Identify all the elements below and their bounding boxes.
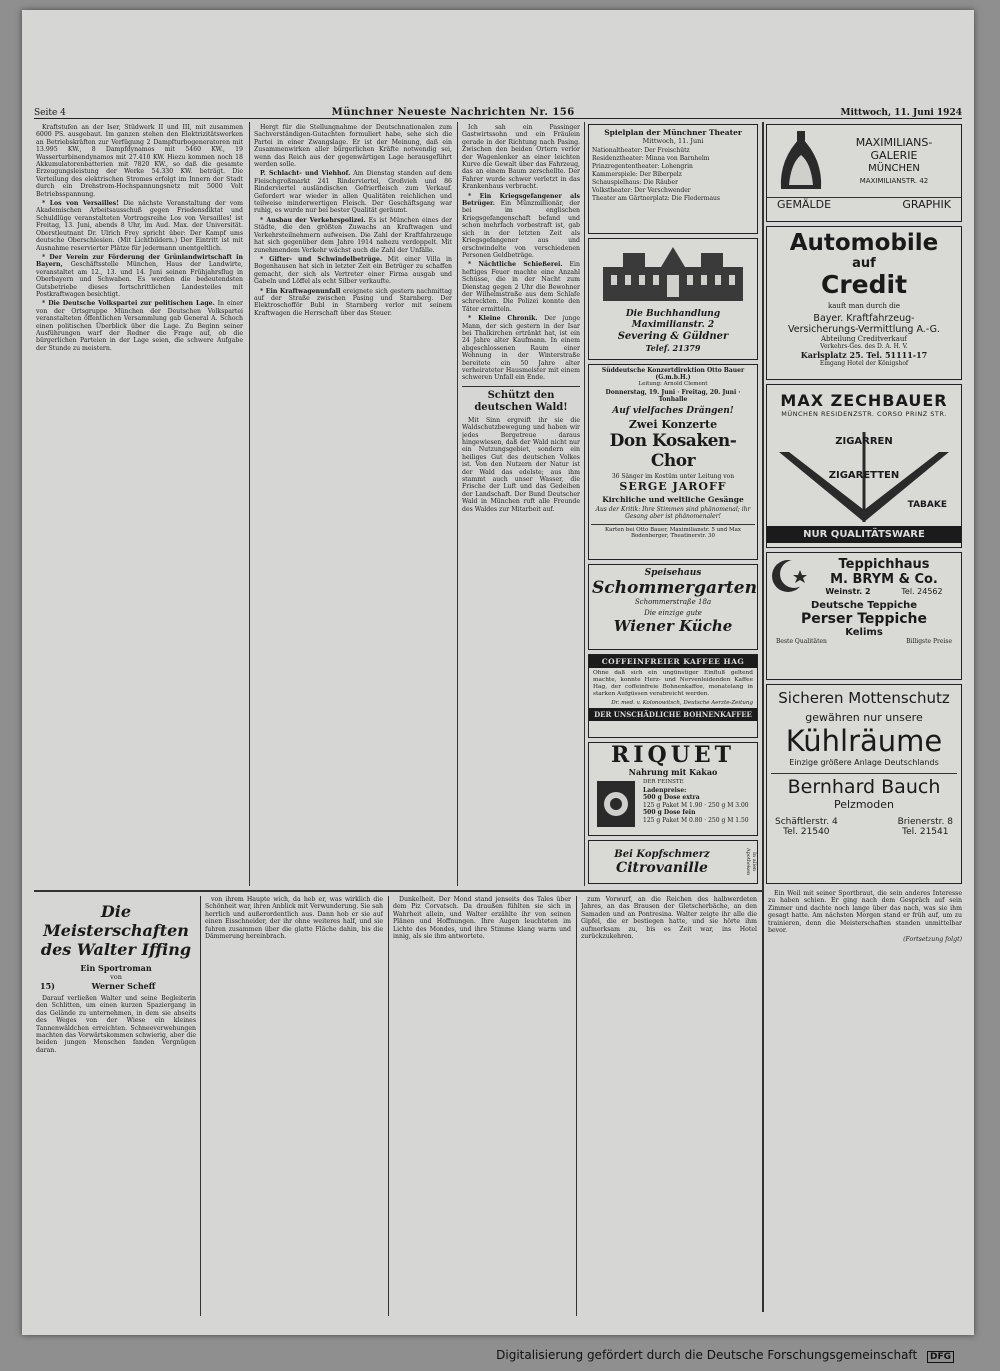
bookshop-phone: Telef. 21379 bbox=[645, 343, 701, 353]
automobile-company: Bayer. Kraftfahrzeug- bbox=[813, 313, 915, 324]
article-heading: * Nächtliche Schießerei. bbox=[468, 261, 563, 269]
article-heading: * Ausbau der Verkehrspolizei. bbox=[260, 216, 366, 224]
column-rule bbox=[388, 896, 389, 1316]
teppich-title: Teppichhaus bbox=[838, 556, 930, 572]
serial-column-4 bbox=[581, 896, 757, 1316]
theater-line: Prinzregententheater: Lohengrin bbox=[592, 163, 693, 170]
dfg-logo: DFG bbox=[927, 1351, 954, 1363]
paper-title: Münchner Neueste Nachrichten Nr. 156 bbox=[331, 107, 575, 118]
article-heading: * Die Deutsche Volkspartei zur politischen Lage. bbox=[42, 300, 215, 308]
column-rule bbox=[200, 896, 201, 1316]
column-rule bbox=[249, 122, 250, 886]
automobile-title: Automobile bbox=[789, 230, 939, 256]
automobile-abteilung: Abteilung Creditverkauf bbox=[820, 335, 908, 343]
kuehl-phone: Tel. 21541 bbox=[902, 827, 949, 837]
zechbauer-tobacco: TABAKE bbox=[907, 500, 947, 510]
article-body: Der junge Mann, der sich gestern in der Isar bei Thalkirchen ertränkt hat, ist ein 24 Jahre alter Kaufmann. In einem abgeschlossenen Raum einer Wohnung in der Winterstraße bereitete ein 50 Jahre alter verheirateter Hausmeister mit einem schweren Unfall ein Ende. bbox=[462, 315, 580, 382]
automobile-company: Versicherungs-Vermittlung A.-G. bbox=[788, 324, 940, 335]
serial-text: Darauf verließen Walter und seine Begleiterin den Schlitten, um einen kurzen Spaziergang in das Gelände zu unternehmen, in dem sie abseits des Weges von der Wiese ein kleines Tannenwäldchen erreichten. Schneeverwehungen machten das Vorwärtskommen schwierig, aber die beiden jungen Menschen fanden Vergnügen daran. bbox=[36, 995, 196, 1054]
maximilians-galerie-ad bbox=[766, 124, 962, 222]
feuilleton-rule bbox=[34, 890, 762, 892]
riquet-ad bbox=[588, 742, 758, 836]
kuehl-address: Brienerstr. 8 bbox=[897, 817, 953, 827]
teppich-company: M. BRYM & Co. bbox=[830, 571, 938, 587]
kopfschmerz-line: Bei Kopfschmerz bbox=[614, 848, 710, 860]
kuehl-top: Sicheren Mottenschutz bbox=[778, 689, 950, 707]
theater-line: Volkstheater: Der Verschwender bbox=[592, 187, 691, 194]
cocoa-tin-icon bbox=[593, 779, 639, 829]
serial-title-block bbox=[36, 896, 196, 1316]
teppichhaus-ad bbox=[766, 552, 962, 680]
article-body: Ein heftiges Feuer machte eine Anzahl Schüsse, die in der Nacht zum Dienstag gegen 2 Uhr die Bewohner der Wilhelmstraße aus dem Schlafe schreckten. Die Polizei konnte den Täter ermitteln. bbox=[462, 261, 580, 313]
kuehl-mid: gewähren nur unsere bbox=[805, 711, 923, 724]
serial-text: zum Vorwurf, an die Reichen des halbwerdeten Jahres, an das Brausen der Gletscherbäche, an den Samaden und an Pontresina. Walter zeigte ihr alle die Gipfel, die er bestiegen hatte, und sie hörte ihm aufmerksam zu, bis es Zeit war, ins Hotel zurückzukehren. bbox=[581, 896, 757, 941]
digitization-footer bbox=[0, 1348, 1000, 1363]
issue-date: Mittwoch, 11. Juni 1924 bbox=[840, 108, 962, 118]
zechbauer-ad bbox=[766, 384, 962, 548]
bookshop-name: Severing & Güldner bbox=[617, 331, 729, 342]
zechbauer-cigars: ZIGARREN bbox=[835, 436, 893, 447]
concert-name: Don Kosaken-Chor bbox=[609, 431, 737, 471]
kuehl-phone: Tel. 21540 bbox=[783, 827, 830, 837]
kuehl-company: Bernhard Bauch bbox=[787, 776, 941, 798]
kuehl-big: Kühlräume bbox=[785, 724, 943, 758]
serial-column-5 bbox=[768, 890, 962, 1316]
riquet-price: 125 g Paket M 1.90 · 250 g M 3.00 bbox=[643, 801, 749, 809]
hag-banner: COFFEINFREIER KAFFEE HAG bbox=[589, 655, 757, 668]
riquet-price: 125 g Paket M 0.80 · 250 g M 1.50 bbox=[643, 816, 749, 824]
serial-text: Dunkelheit. Der Mond stand jenseits des Tales über dem Piz Corvatsch. Da draußen fühlten sie sich in Wahrheit allein, und Walter erzählte ihr von seinen Plänen und Hoffnungen. Ihre Augen leuchteten im Lichte des Mondes, und ihre Stimme klang warm und innig, als sie ihm antwortete. bbox=[393, 896, 571, 941]
theater-line: Nationaltheater: Der Freischütz bbox=[592, 147, 690, 154]
concert-songs: Kirchliche und weltliche Gesänge bbox=[602, 495, 744, 504]
footer-text: Digitalisierung gefördert durch die Deutsche Forschungsgemeinschaft bbox=[496, 1348, 918, 1362]
teppich-small: Billigste Preise bbox=[906, 638, 952, 645]
restaurant-slogan: Wiener Küche bbox=[613, 617, 733, 635]
concert-dates: Donnerstag, 19. Juni · Freitag, 20. Juni · Tonhalle bbox=[605, 389, 741, 403]
galerie-city: MÜNCHEN bbox=[868, 163, 920, 174]
bookshop-ad bbox=[588, 238, 758, 360]
zechbauer-tagline: NUR QUALITÄTSWARE bbox=[767, 526, 961, 543]
concert-leader: SERGE JAROFF bbox=[619, 480, 727, 493]
automobile-verkehr: Verkehrs-Ges. des D. A. H. V. bbox=[820, 343, 908, 350]
column-rule bbox=[584, 122, 585, 886]
automobile-credit: Credit bbox=[820, 270, 908, 299]
crescent-star-icon bbox=[770, 556, 810, 596]
article bbox=[462, 261, 580, 313]
article-heading: * Ein Kraftwagenunfall bbox=[260, 287, 341, 295]
theater-line: Schauspielhaus: Die Räuber bbox=[592, 179, 678, 186]
galerie-line1: MAXIMILIANS- bbox=[855, 136, 933, 149]
restaurant-name: Schommergarten bbox=[592, 578, 757, 598]
article bbox=[36, 200, 243, 252]
kuehlraeume-ad bbox=[766, 684, 962, 884]
serial-title: des Walter Iffing bbox=[40, 940, 192, 959]
riquet-price: 500 g Dose extra bbox=[643, 794, 700, 801]
kuehl-trade: Pelzmoden bbox=[833, 798, 894, 811]
automobile-eingang: Eingang Hotel der Königshof bbox=[819, 360, 909, 367]
article-body: Hergt für die Stellungnahme der Deutschnationalen zum Sachverständigen-Gutachten formuliert habe, sehe sich die Partei in einer Zwangslage. Er ist der Meinung, daß ein Zusammenwirken aller bürgerlichen Kräfte notwendig sei, wenn das Reich aus der gegenwärtigen Lage herausgeführt werden solle. bbox=[254, 124, 452, 169]
teppich-address: Weinstr. 2 bbox=[825, 586, 871, 596]
news-column-2 bbox=[254, 124, 452, 884]
kopfschmerz-side: In allen Apotheken bbox=[745, 848, 757, 876]
column-rule bbox=[762, 122, 764, 1312]
zechbauer-cigarettes: ZIGARETTEN bbox=[828, 470, 900, 481]
citrovanille-name: Citrovanille bbox=[616, 859, 708, 876]
theater-title: Spielplan der Münchner Theater bbox=[604, 128, 742, 137]
article-body: Mit Sinn ergreift ihr sie die Waldschutzbewegung und haben wir jedes Bergetreue daraus hingewiesen, daß der Wald nicht nur ein Nutzungsgebiet, sondern ein heiliges Gut des deutschen Volkes ist. Von den Nutzern der Natur ist der Wald das edelste; aus ihm stammt auch unser Wasser, die Frische der Luft und das Gedeihen der Landschaft. Der Bund Deutscher Wald in München ruft alle Freunde des Waldes zur Mitarbeit auf. bbox=[462, 416, 580, 513]
teppich-phone: Tel. 24562 bbox=[901, 586, 943, 596]
serial-continued: (Fortsetzung folgt) bbox=[903, 936, 962, 944]
hag-footer: DER UNSCHÄDLICHE BOHNENKAFFEE bbox=[589, 708, 757, 721]
automobile-kauft: kauft man durch die bbox=[828, 302, 900, 310]
article bbox=[36, 124, 243, 198]
theater-line: Kammerspiele: Der Biberpelz bbox=[592, 171, 682, 178]
riquet-prices-title: Ladenpreise: bbox=[643, 786, 687, 794]
theater-line: Theater am Gärtnerplatz: Die Fledermaus bbox=[592, 195, 720, 202]
concert-tickets: Karten bei Otto Bauer, Maximilianstr. 5 und Max Bodenberger, Theatinerstr. 30 bbox=[591, 524, 755, 539]
riquet-product: Nahrung mit Kakao bbox=[628, 767, 718, 777]
hag-signature: Dr. med. v. Kolonowitsch, Deutsche Aerzte-Zeitung bbox=[611, 700, 753, 706]
article-body: ereignete sich gestern nachmittag auf der Straße zwischen Pasing und Starnberg. Der Elektroschofför Bubl in Starnberg verlor mit seinem Kraftwagen die Herrschaft über das Steuer. bbox=[254, 287, 452, 317]
article bbox=[254, 288, 452, 318]
citrovanille-ad bbox=[588, 840, 758, 884]
article bbox=[462, 193, 580, 260]
restaurant-label: Speisehaus bbox=[644, 568, 702, 578]
serial-installment: 15) bbox=[40, 981, 55, 991]
riquet-price: 500 g Dose fein bbox=[643, 809, 696, 816]
concert-demand: Auf vielfaches Drängen! bbox=[612, 406, 734, 416]
serial-text: von ihrem Haupte wich, da heb er, was wirklich die Schönheit war, ihren Anblick mit Verwunderung. Sie sah herrlich und außerordentlich aus. Dann hob er sie auf einen Eisschneider, der ihr ohne weiteres half, und sie fuhren zusammen über die glatte Fläche dahin, bis die Dämmerung hereinbrach. bbox=[205, 896, 383, 941]
column-rule bbox=[576, 896, 577, 1316]
article-heading: * Kleine Chronik. bbox=[468, 315, 538, 323]
article bbox=[36, 300, 243, 352]
article bbox=[254, 256, 452, 286]
automobile-address: Karlsplatz 25. Tel. 51111-17 bbox=[800, 350, 928, 360]
column-rule bbox=[457, 122, 458, 886]
building-illustration-icon bbox=[593, 243, 753, 305]
serial-by: von bbox=[110, 973, 122, 981]
concert-agency: Süddeutsche Konzertdirektion Otto Bauer (G.m.b.H.) bbox=[601, 367, 745, 381]
article bbox=[36, 254, 243, 298]
automobile-credit-ad bbox=[766, 226, 962, 380]
article-heading: * Los von Versailles! bbox=[42, 200, 119, 208]
riquet-sub: DER FEINSTE bbox=[643, 779, 684, 785]
teppich-line: Kelims bbox=[845, 627, 883, 638]
kaffee-hag-ad bbox=[588, 654, 758, 738]
article bbox=[254, 124, 452, 168]
concert-press: Aus der Kritik: Ihre Stimmen sind phänomenal; ihr Gesang aber ist phänomenaler! bbox=[595, 506, 751, 520]
newspaper-page bbox=[22, 10, 974, 1335]
article bbox=[462, 124, 580, 191]
riquet-brand: RIQUET bbox=[610, 742, 736, 768]
hag-text: Ohne daß sich ein ungünstiger Einfluß geltend machte, konnte Herz- und Nervenleidenden Kaffee Hag, der coffeinfreie Bohnenkaffee, monatelang in starken Aufgüssen verabreicht werden. bbox=[593, 670, 753, 697]
theater-date: Mittwoch, 11. Juni bbox=[642, 137, 704, 145]
article-heading: * Gifter- und Schwindelbetrüge. bbox=[260, 255, 383, 263]
news-column-1 bbox=[36, 124, 243, 884]
teppich-line: Perser Teppiche bbox=[800, 611, 928, 627]
schommergarten-ad bbox=[588, 564, 758, 650]
galerie-address: MAXIMILIANSTR. 42 bbox=[859, 177, 929, 185]
article-body: Die nächste Veranstaltung der vom Akademischen Arbeitsausschuß gegen Friedensdiktat und Schuldlüge veranstalteten Vortragsreihe Los von Versailles! ist Freitag, 13. Juni, abends 8 Uhr, im Aud. Max. der Universität. Oberstleutnant Dr. Ulrich Frey spricht über: Der Kampf ums deutsche Oberschlesien. (Mit Lichtbildern.) Der Eintritt ist mit Ausnahme reservierter Plätze für jedermann unentgeltlich. bbox=[36, 200, 243, 252]
article-body: Geschäftsstelle München, Haus der Landwirte, veranstaltet am 12., 13. und 14. Juni seinen Frühjahrsflug in Oberbayern und Schwaben. Es werden die bedeutendsten Gutsbetriebe dieses fortschrittlichen Landesteiles mit Postkraftwagen besichtigt. bbox=[36, 261, 243, 298]
serial-text: Ein Weil mit seiner Sportbraut, die sein anderes Interesse zu haben schien. Er ging nach dem Gespräch auf sein Zimmer und dachte noch lange über das nach, was sie ihm gesagt hatte. Am nächsten Morgen stand er früh auf, um zu trainieren, denn die Meisterschaften standen unmittelbar bevor. bbox=[768, 890, 962, 935]
kuehl-sub: Einzige größere Anlage Deutschlands bbox=[789, 758, 939, 767]
serial-subtitle: Ein Sportroman bbox=[80, 963, 152, 973]
article-body: Am Dienstag standen auf dem Fleischgroßmarkt 241 Rinderviertel, Großvieh und 86 Rinderviertel ausländischen Gefrierfleisch zum Verkauf. Gefordert war wieder in allen Qualitäten reichlichen und teilweise minderwertigen Fleisch. Der Geschäftsgang war ruhig, es wurde nur bei bester Qualität geräumt. bbox=[254, 170, 452, 215]
concert-count: Zwei Konzerte bbox=[628, 418, 718, 431]
concert-leitung: Leitung: Arnold Clement bbox=[638, 381, 708, 387]
serial-title: Die Meisterschaften bbox=[43, 902, 189, 940]
serial-author: Werner Scheff bbox=[91, 981, 156, 991]
concert-leader-line: 36 Sänger im Kostüm unter Leitung von bbox=[611, 473, 735, 480]
theater-schedule-ad bbox=[588, 124, 758, 234]
article-heading: * Der Verein zur Förderung der Grünlandwirtschaft in Bayern, bbox=[36, 253, 243, 269]
news-column-3 bbox=[462, 124, 580, 884]
bookshop-line1: Die Buchhandlung Maximilianstr. 2 bbox=[625, 309, 721, 330]
article-body: Es ist München eines der Städte, die den größten Zuwachs an Kraftwagen und Verkehrsteilnehmern aufweisen. Die Zahl der Kraftfahrzeuge hat sich gegenüber dem Jahre 1914 nahezu verdoppelt. Mit zunehmendem Verkehr wächst auch die Zahl der Unfälle. bbox=[254, 216, 452, 254]
restaurant-tag: Die einzige gute bbox=[644, 609, 702, 617]
article-heading: P. Schlacht- und Viehhof. bbox=[260, 170, 351, 178]
teppich-small: Beste Qualitäten bbox=[776, 638, 827, 645]
serial-column-2 bbox=[205, 896, 383, 1316]
article bbox=[254, 170, 452, 214]
zechbauer-address: MÜNCHEN RESIDENZSTR. CORSO PRINZ STR. bbox=[781, 410, 947, 418]
article-heading: Schützt den deutschen Wald! bbox=[474, 389, 568, 413]
article bbox=[462, 315, 580, 382]
article-body: Ich sah ein Passinger Gastwirtssohn und ein Fräulein gerade in der Richtung nach Pasing. Zwischen den beiden Ortern verlor der Wagenlenker an einer leichten Kurve die Gewalt über das Fahrzeug, das an einem Baum zerschellte. Der Fahrer wurde schwer verletzt in das Krankenhaus verbracht. bbox=[462, 124, 580, 191]
theater-line: Residenztheater: Minna von Barnhelm bbox=[592, 155, 710, 162]
zechbauer-name: MAX ZECHBAUER bbox=[780, 391, 948, 410]
article bbox=[254, 217, 452, 254]
zechbauer-graphic bbox=[767, 422, 961, 526]
masthead bbox=[34, 102, 962, 119]
galerie-graphics: GRAPHIK bbox=[902, 198, 951, 211]
teppich-line: Deutsche Teppiche bbox=[810, 600, 918, 611]
article bbox=[462, 386, 580, 513]
galerie-paintings: GEMÄLDE bbox=[777, 198, 832, 211]
automobile-auf: auf bbox=[852, 256, 876, 271]
article-body: Kraftstufen an der Iser, Stüdwerk II und III, mit zusammen 6000 PS. ausgebaut. Im ganzen stehen den Elektrizitätswerken an Betriebskräften zur Verfügung 2 Dampfturbogeneratoren mit 13.995 KW., 8 Dampfdynamos mit 5460 KW., 19 Wasserturbinendynamos mit 27.410 KW. Hiezu kommen noch 18 Akkumulatorenbatterien mit 7820 KW., so daß die gesamte Erzeugungsleistung der Werke 54.330 KW. beträgt. Die Verteilung des elektrischen Stromes erfolgt im Innern der Stadt durch ein Drehstrom-Hochspannungsnetz mit 5000 Volt Betriebsspannung. bbox=[36, 124, 243, 198]
kosaken-concert-ad bbox=[588, 364, 758, 560]
kuehl-address: Schäftlerstr. 4 bbox=[775, 817, 838, 827]
page-label: Seite 4 bbox=[34, 108, 66, 118]
helmet-head-icon bbox=[771, 129, 831, 195]
article-body: Ein Münzmillionär, der bei im englischen Kriegsgefangenschaft befand und schon mehrfach vorbestraft ist, gab sich in der letzten Zeit als Kriegsgefangener aus und erschwindelte von verschiedenen Personen Geldbeträge. bbox=[462, 200, 580, 259]
article-body: In einer von der Ortsgruppe München der Deutschen Volkspartei veranstalteten öffentlichen Versammlung gab General A. Schoch einen politischen Überblick über die Lage. Zu Beginn seiner Ausführungen warf der Redner die Frage auf, ob die bürgerlichen Parteien in der Lage seien, die schwere Aufgabe der Stunde zu meistern. bbox=[36, 300, 243, 352]
galerie-line2: GALERIE bbox=[870, 149, 918, 162]
article-heading: * Ein Kriegsgefangener als Betrüger. bbox=[462, 192, 580, 208]
serial-column-3 bbox=[393, 896, 571, 1316]
article-body: Mit einer Villa in Bogenhausen hat sich in letzter Zeit ein Betrüger zu schaffen gemacht, der sich als Vertreter einer Firma ausgab und Gabeln und Löffel als echt Silber verkaufte. bbox=[254, 255, 452, 286]
restaurant-address: Schommerstraße 18a bbox=[634, 598, 712, 606]
